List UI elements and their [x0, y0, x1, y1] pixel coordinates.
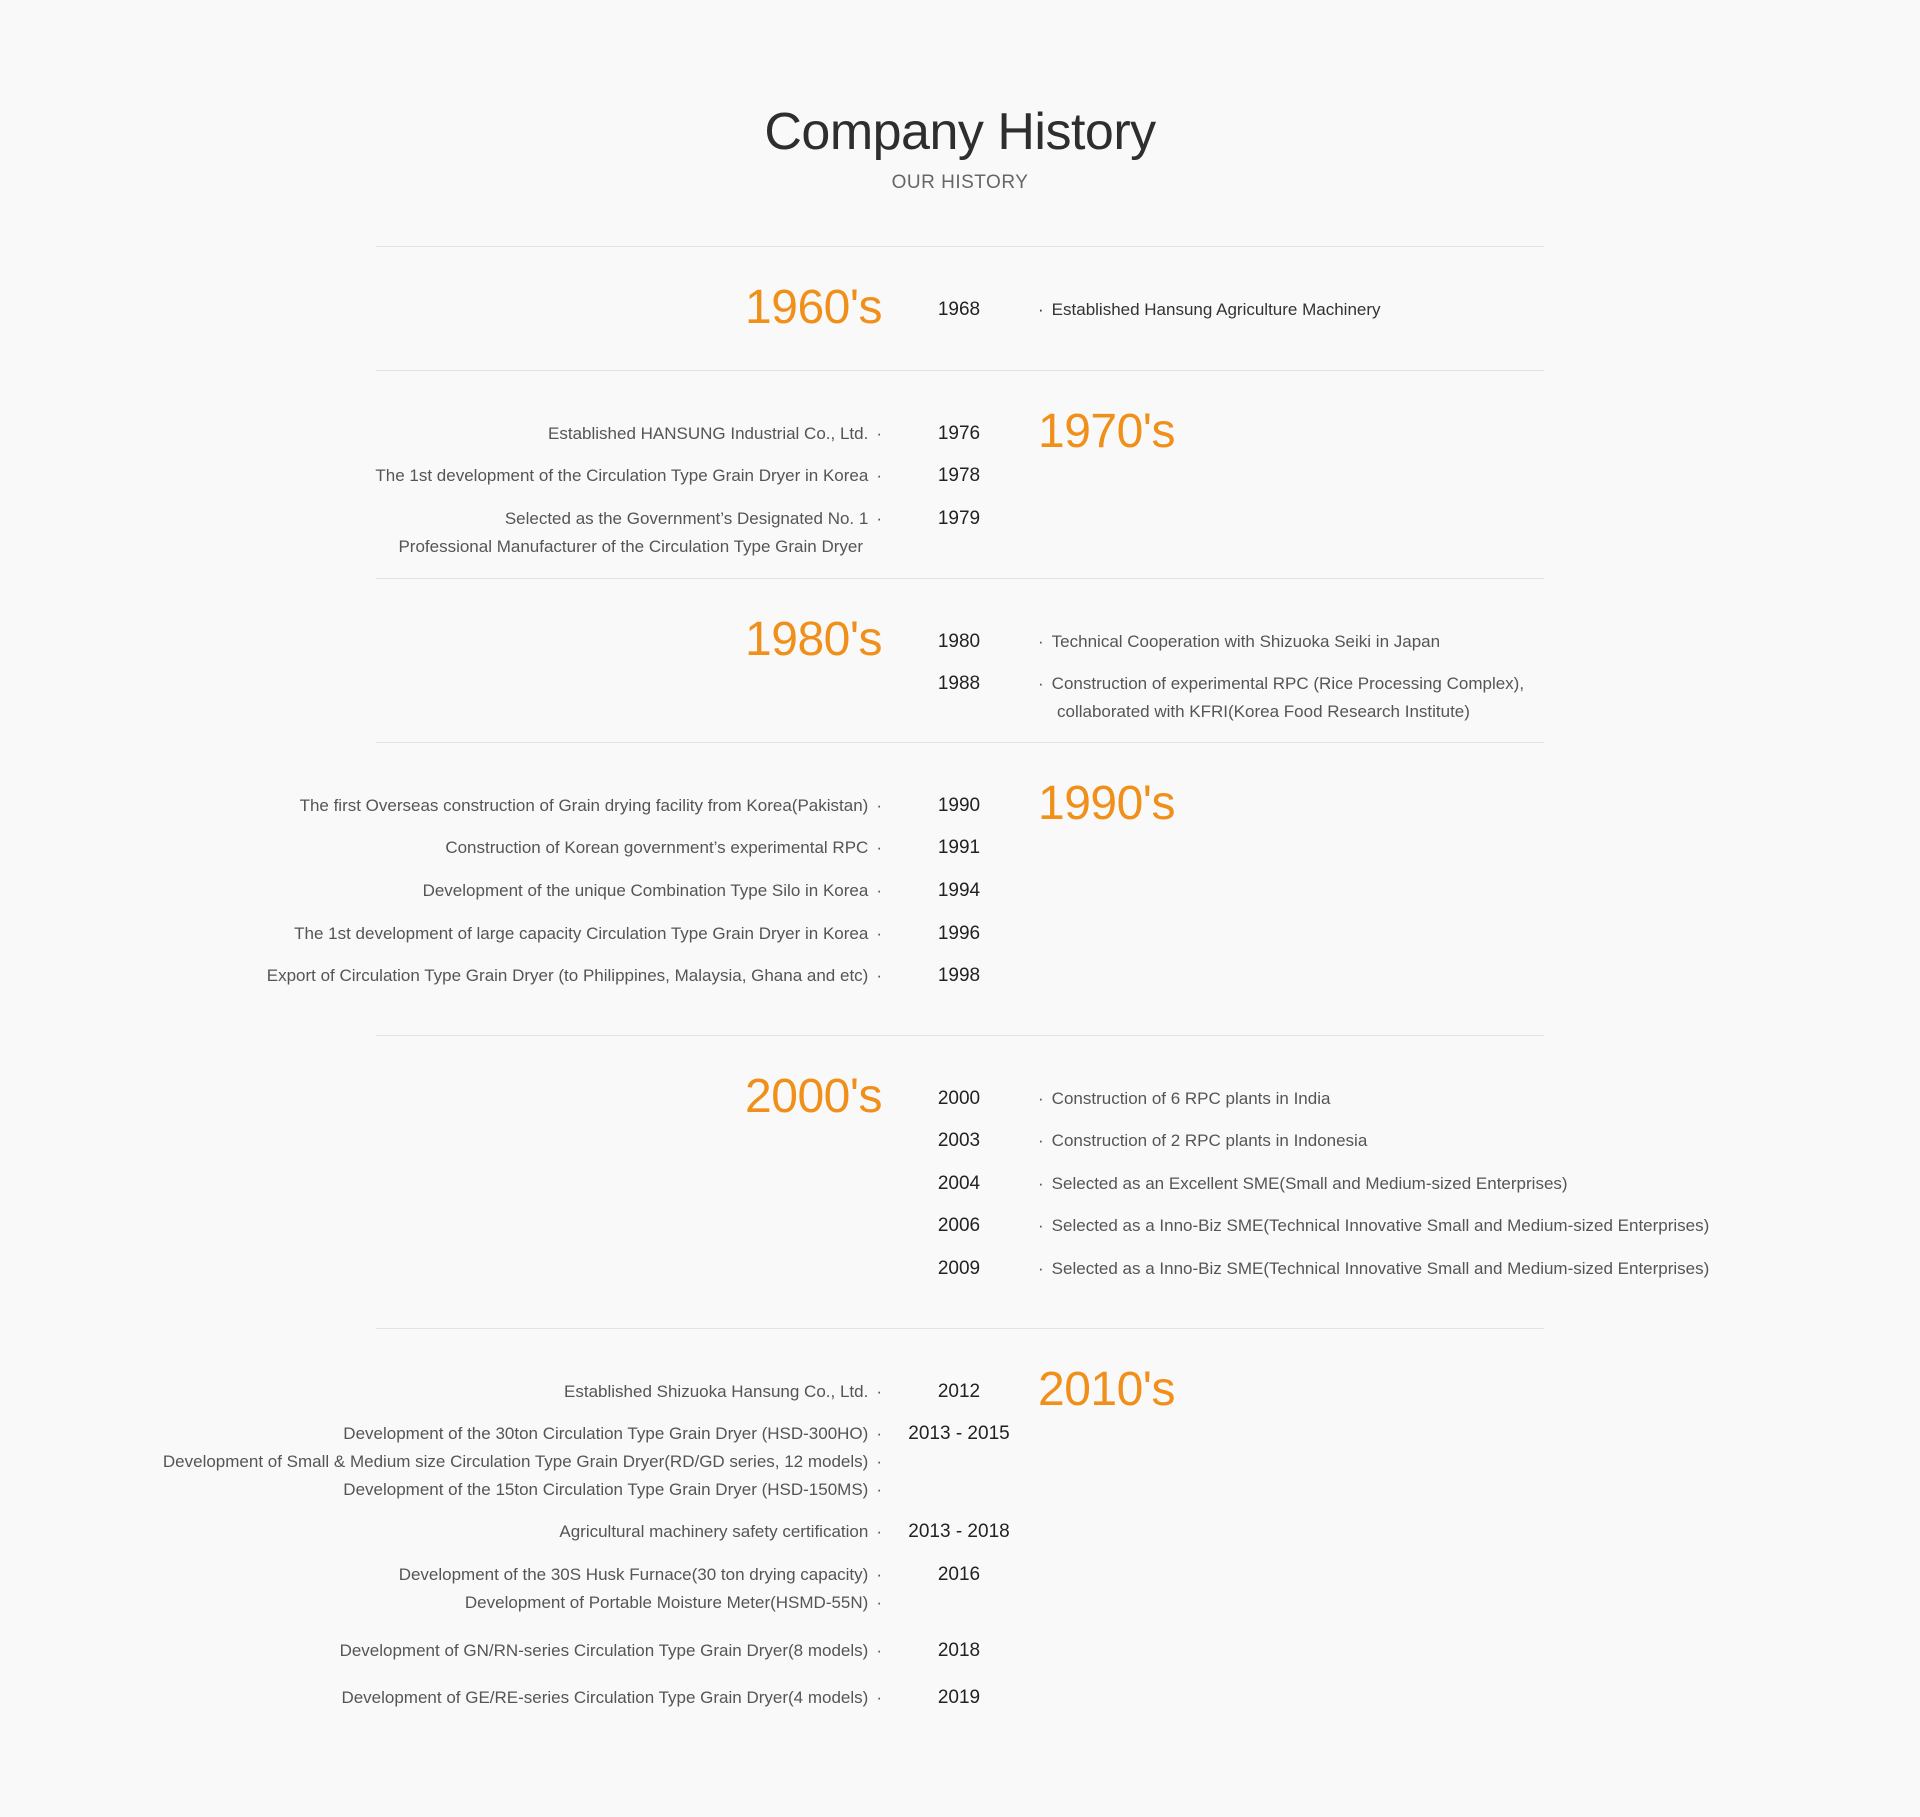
entry-year: 2016	[937, 1564, 981, 1585]
entry-line: Development of the 30S Husk Furnace(30 ton drying capacity) ·	[399, 1561, 882, 1589]
period-2010s	[0, 1328, 1920, 1748]
page-title: Company History	[764, 103, 1156, 161]
entry-year: 2000	[937, 1088, 981, 1109]
entry-line: · Selected as a Inno-Biz SME(Technical Innovative Small and Medium-sized Enterprises)	[1038, 1212, 1709, 1240]
decade-label: 1960's	[745, 281, 882, 334]
entry-year: 1996	[937, 923, 981, 944]
entry-year: 1980	[937, 631, 981, 652]
entry-line: · Construction of 6 RPC plants in India	[1038, 1085, 1330, 1113]
entry-year: 2019	[937, 1687, 981, 1708]
decade-label: 2010's	[1038, 1363, 1175, 1416]
entry-line: Established Shizuoka Hansung Co., Ltd. ·	[564, 1378, 882, 1406]
entry-description	[398, 505, 882, 561]
entry-year: 2013 - 2015	[908, 1423, 1010, 1444]
entry-description	[1038, 1212, 1709, 1240]
entry-year: 1976	[937, 423, 981, 444]
entry-year: 1979	[937, 508, 981, 529]
entry-year: 2009	[937, 1258, 981, 1279]
entry-year: 1998	[937, 965, 981, 986]
entry-line: · Established Hansung Agriculture Machinery	[1038, 296, 1381, 324]
entry-line: Development of Portable Moisture Meter(HSMD-55N) ·	[399, 1589, 882, 1617]
entry-year: 2006	[937, 1215, 981, 1236]
divider	[376, 1328, 1544, 1329]
period-1980s	[0, 578, 1920, 742]
entry-year: 2013 - 2018	[908, 1521, 1010, 1542]
entry-year: 2004	[937, 1173, 981, 1194]
entry-line: Established HANSUNG Industrial Co., Ltd. ·	[548, 420, 882, 448]
entry-line: · Selected as a Inno-Biz SME(Technical Innovative Small and Medium-sized Enterprises)	[1038, 1255, 1709, 1283]
entry-line: Development of Small & Medium size Circulation Type Grain Dryer(RD/GD series, 12 models) ·	[163, 1448, 882, 1476]
entry-description	[1038, 1255, 1709, 1283]
entry-line: Development of the 30ton Circulation Type Grain Dryer (HSD-300HO) ·	[163, 1420, 882, 1448]
divider	[376, 578, 1544, 579]
entry-line: Development of the 15ton Circulation Type Grain Dryer (HSD-150MS) ·	[163, 1476, 882, 1504]
entry-line: Selected as the Government’s Designated No. 1 ·	[398, 505, 882, 533]
entry-line: Agricultural machinery safety certification ·	[559, 1518, 882, 1546]
entry-description	[399, 1561, 882, 1617]
entry-description	[548, 420, 882, 448]
entry-description	[1038, 1085, 1330, 1113]
divider	[376, 1035, 1544, 1036]
entry-line: The first Overseas construction of Grain drying facility from Korea(Pakistan) ·	[300, 792, 882, 820]
entry-year: 1978	[937, 465, 981, 486]
entry-description	[267, 962, 882, 990]
entry-description	[294, 920, 882, 948]
entry-line: Development of GE/RE-series Circulation Type Grain Dryer(4 models) ·	[341, 1684, 882, 1712]
entry-year: 1990	[937, 795, 981, 816]
entry-line: · Construction of 2 RPC plants in Indonesia	[1038, 1127, 1367, 1155]
decade-label: 2000's	[745, 1070, 882, 1123]
entry-line: · Construction of experimental RPC (Rice Processing Complex),	[1038, 670, 1524, 698]
entry-year: 2018	[937, 1640, 981, 1661]
entry-description	[559, 1518, 882, 1546]
entry-line: Professional Manufacturer of the Circulation Type Grain Dryer	[398, 537, 863, 556]
entry-line: Construction of Korean government’s experimental RPC ·	[445, 834, 882, 862]
entry-description	[340, 1637, 882, 1665]
entry-description	[300, 792, 882, 820]
entry-description	[375, 462, 882, 490]
decade-label: 1990's	[1038, 777, 1175, 830]
entry-line: · Technical Cooperation with Shizuoka Seiki in Japan	[1038, 628, 1440, 656]
entry-description	[1038, 670, 1524, 726]
entry-line: collaborated with KFRI(Korea Food Research Institute)	[1057, 702, 1470, 721]
period-1960s	[0, 246, 1920, 370]
entry-year: 1968	[937, 299, 981, 320]
entry-description	[341, 1684, 882, 1712]
entry-year: 2003	[937, 1130, 981, 1151]
entry-year: 1991	[937, 837, 981, 858]
decade-label: 1970's	[1038, 405, 1175, 458]
entry-line: Export of Circulation Type Grain Dryer (to Philippines, Malaysia, Ghana and etc) ·	[267, 962, 882, 990]
entry-year: 2012	[937, 1381, 981, 1402]
entry-year: 1988	[937, 673, 981, 694]
entry-description	[423, 877, 882, 905]
entry-line: · Selected as an Excellent SME(Small and Medium-sized Enterprises)	[1038, 1170, 1568, 1198]
divider	[376, 742, 1544, 743]
divider	[376, 370, 1544, 371]
entry-year: 1994	[937, 880, 981, 901]
period-2000s	[0, 1035, 1920, 1328]
entry-description	[163, 1420, 882, 1504]
entry-description	[1038, 296, 1381, 324]
entry-description	[564, 1378, 882, 1406]
entry-line: The 1st development of large capacity Circulation Type Grain Dryer in Korea ·	[294, 920, 882, 948]
entry-description	[1038, 628, 1440, 656]
entry-description	[1038, 1170, 1568, 1198]
decade-label: 1980's	[745, 613, 882, 666]
entry-line: Development of GN/RN-series Circulation Type Grain Dryer(8 models) ·	[340, 1637, 882, 1665]
entry-line: Development of the unique Combination Type Silo in Korea ·	[423, 877, 882, 905]
entry-description	[1038, 1127, 1367, 1155]
page-header	[0, 100, 1920, 194]
period-1970s	[0, 370, 1920, 578]
divider	[376, 246, 1544, 247]
period-1990s	[0, 742, 1920, 1035]
entry-description	[445, 834, 882, 862]
entry-line: The 1st development of the Circulation Type Grain Dryer in Korea ·	[375, 462, 882, 490]
page-subtitle: OUR HISTORY	[891, 172, 1029, 193]
